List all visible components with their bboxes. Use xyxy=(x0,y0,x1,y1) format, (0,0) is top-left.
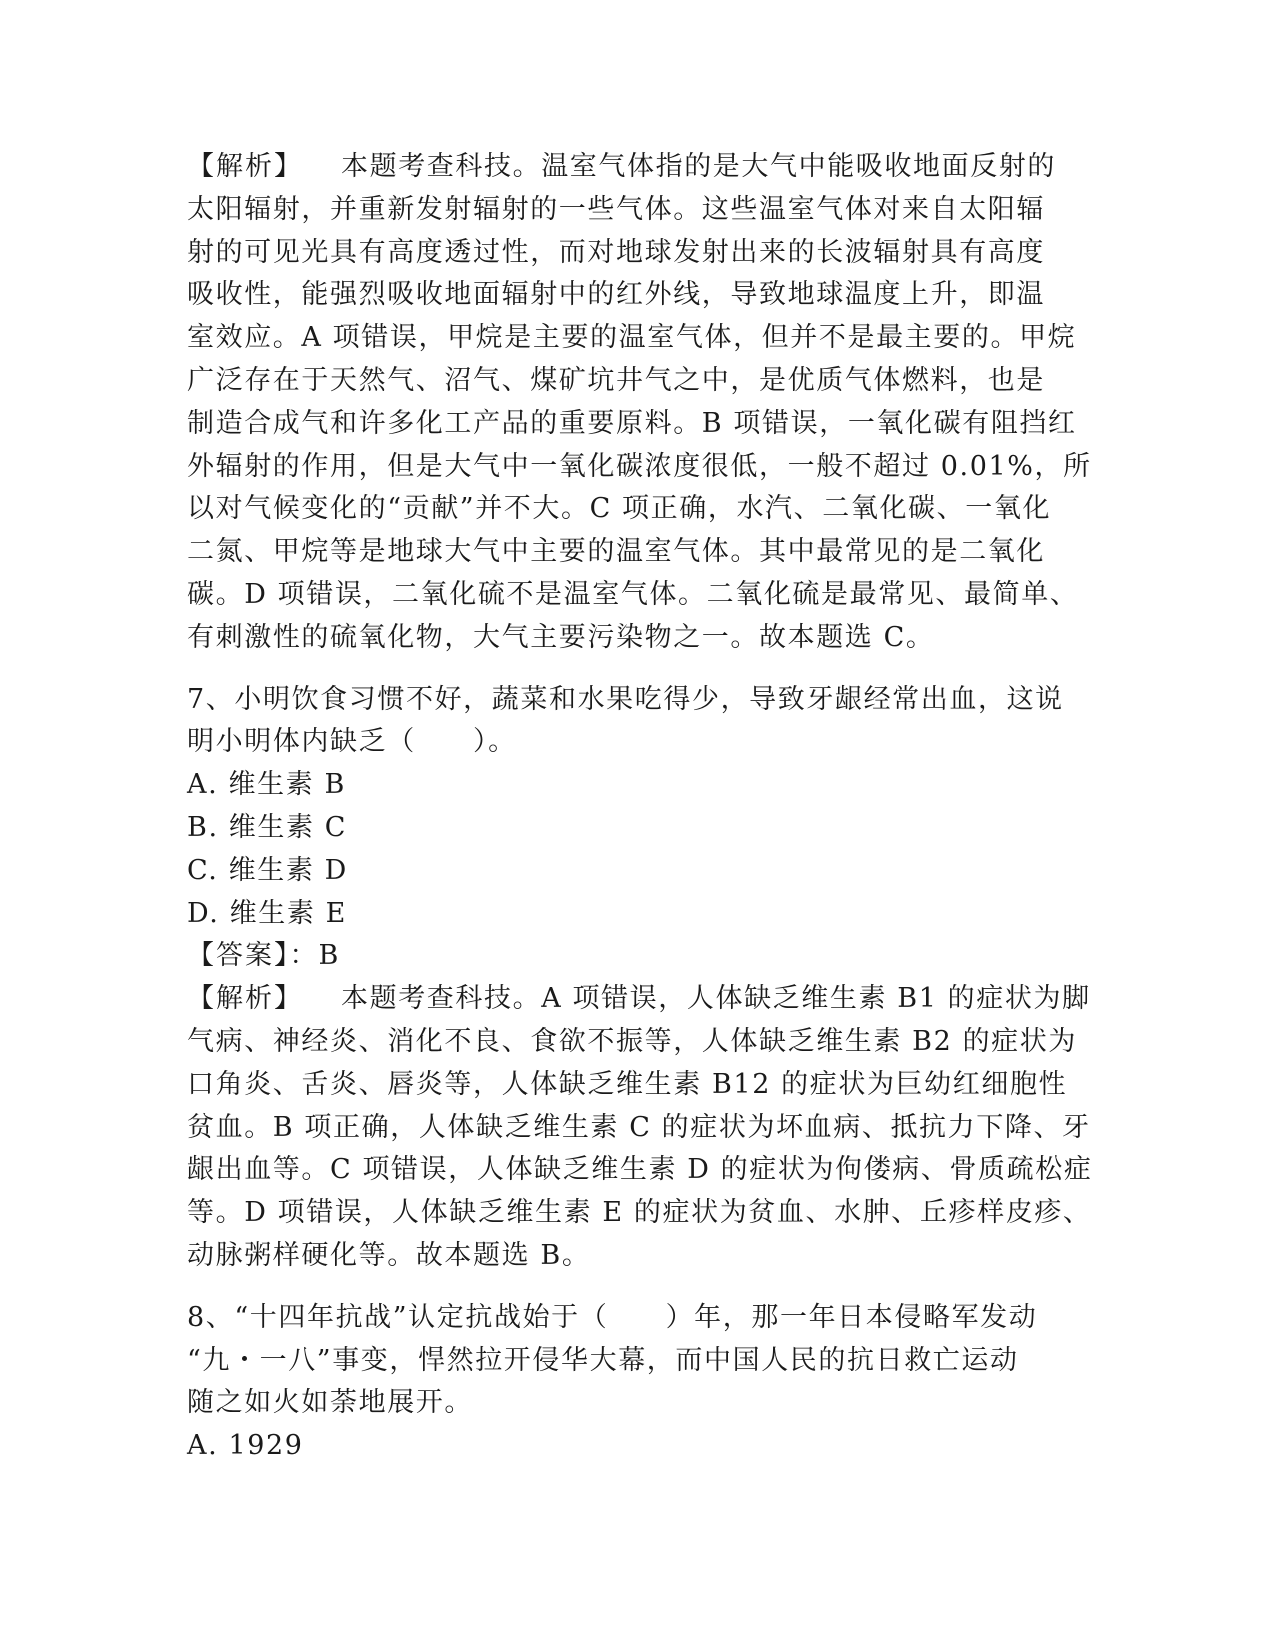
analysis-line: 射的可见光具有高度透过性，而对地球发射出来的长波辐射具有高度 xyxy=(187,236,1045,268)
option-c: C. 维生素 D xyxy=(187,854,348,886)
analysis-line: 等。D 项错误，人体缺乏维生素 E 的症状为贫血、水肿、丘疹样皮疹、 xyxy=(187,1197,1092,1229)
analysis-line: 动脉粥样硬化等。故本题选 B。 xyxy=(187,1239,591,1271)
analysis-line: 贫血。B 项正确，人体缺乏维生素 C 的症状为坏血病、抵抗力下降、牙 xyxy=(187,1111,1091,1143)
analysis-text: 本题考查科技。A 项错误，人体缺乏维生素 B1 的症状为脚 xyxy=(341,983,1091,1015)
document-page xyxy=(187,146,1093,1468)
question-stem: 明小明体内缺乏（ ）。 xyxy=(187,726,517,758)
analysis-line: 口角炎、舌炎、唇炎等，人体缺乏维生素 B12 的症状为巨幼红细胞性 xyxy=(187,1068,1068,1100)
analysis-line: 外辐射的作用，但是大气中一氧化碳浓度很低，一般不超过 0.01%，所 xyxy=(187,450,1092,482)
option-b: B. 维生素 C xyxy=(187,811,348,843)
analysis-line: 碳。D 项错误，二氧化硫不是温室气体。二氧化硫是最常见、最简单、 xyxy=(187,578,1079,610)
option-d: D. 维生素 E xyxy=(187,897,347,929)
analysis-line: 制造合成气和许多化工产品的重要原料。B 项错误，一氧化碳有阻挡红 xyxy=(187,407,1077,439)
analysis-line: 太阳辐射，并重新发射辐射的一些气体。这些温室气体对来自太阳辐 xyxy=(187,193,1045,225)
analysis-line: 二氮、甲烷等是地球大气中主要的温室气体。其中最常见的是二氧化 xyxy=(187,536,1045,568)
analysis-line: 有刺激性的硫氧化物，大气主要污染物之一。故本题选 C。 xyxy=(187,621,935,653)
analysis-line: 龈出血等。C 项错误，人体缺乏维生素 D 的症状为佝偻病、骨质疏松症 xyxy=(187,1154,1093,1186)
option-a: A. 1929 xyxy=(187,1430,304,1462)
analysis-line: 吸收性，能强烈吸收地面辐射中的红外线，导致地球温度上升，即温 xyxy=(187,279,1045,311)
analysis-line: 以对气候变化的“贡献”并不大。C 项正确，水汽、二氧化碳、一氧化 xyxy=(187,493,1052,525)
analysis-line: 室效应。A 项错误，甲烷是主要的温室气体，但并不是最主要的。甲烷 xyxy=(187,322,1077,354)
option-a: A. 维生素 B xyxy=(187,769,346,801)
question-stem: 8、“十四年抗战”认定抗战始于（ ）年，那一年日本侵略军发动 xyxy=(187,1301,1038,1333)
analysis-label: 【解析】 xyxy=(187,983,303,1015)
analysis-line: 气病、神经炎、消化不良、食欲不振等，人体缺乏维生素 B2 的症状为 xyxy=(187,1025,1077,1057)
question-stem: 7、小明饮食习惯不好，蔬菜和水果吃得少，导致牙龈经常出血，这说 xyxy=(187,683,1064,715)
analysis-label: 【解析】 xyxy=(187,151,303,182)
analysis-text: 本题考查科技。温室气体指的是大气中能吸收地面反射的 xyxy=(341,151,1056,182)
analysis-line xyxy=(187,146,1082,189)
analysis-line: 广泛存在于天然气、沼气、煤矿坑井气之中，是优质气体燃料，也是 xyxy=(187,364,1045,396)
analysis-line xyxy=(187,978,1091,1021)
question-stem: 随之如火如荼地展开。 xyxy=(187,1387,473,1419)
answer-line: 【答案】：B xyxy=(187,940,341,972)
question-stem: “九・一八”事变，悍然拉开侵华大幕，而中国人民的抗日救亡运动 xyxy=(187,1344,1019,1376)
